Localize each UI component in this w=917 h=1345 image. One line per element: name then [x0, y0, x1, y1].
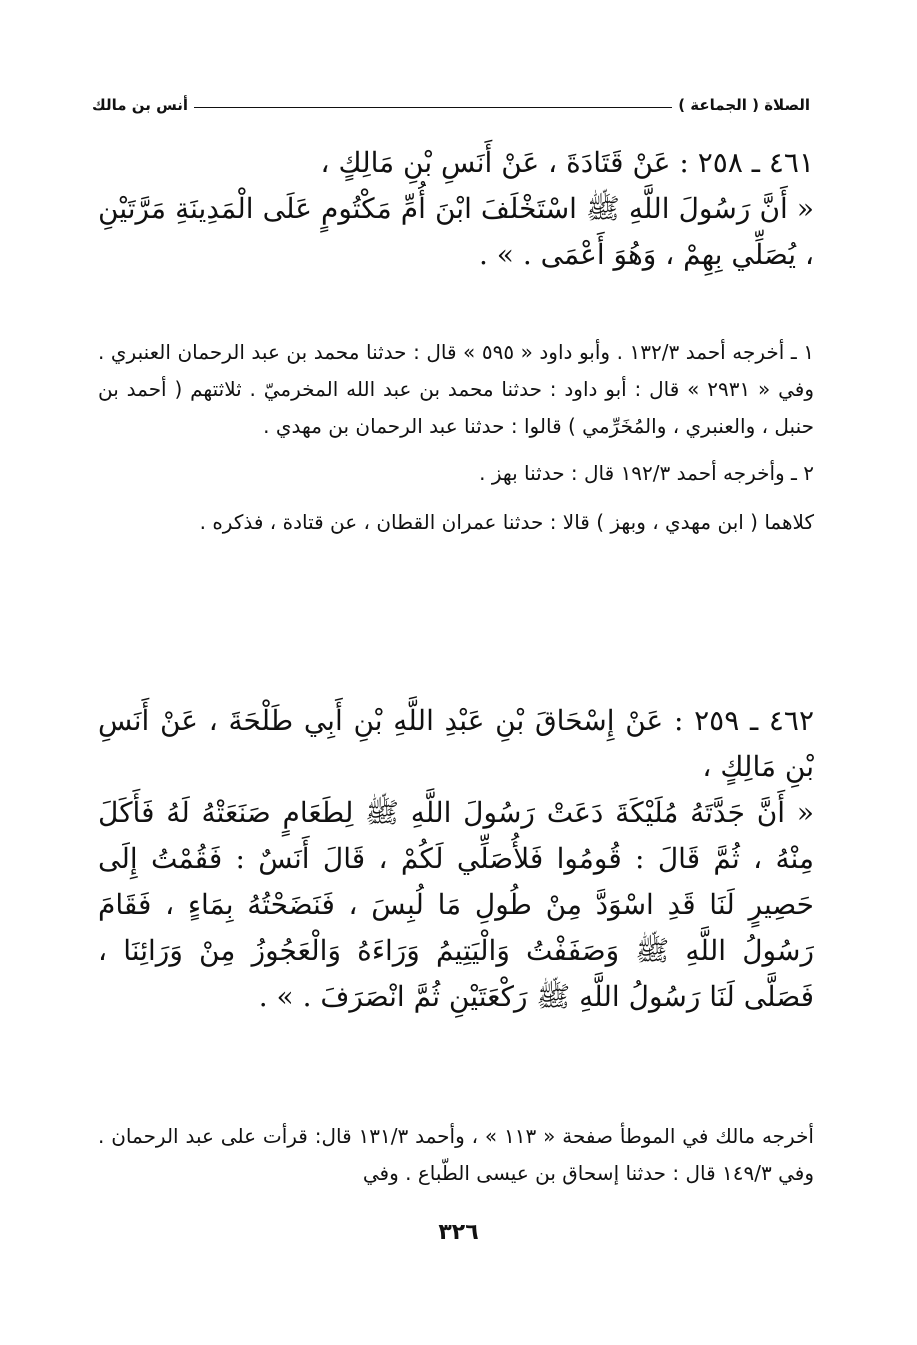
hadith-heading: ٤٦٢ ـ ٢٥٩ : عَنْ إِسْحَاقَ بْنِ عَبْدِ اللَّهِ بْنِ أَبِي طَلْحَةَ ، عَنْ أَنَسِ بْنِ مَالِكٍ ، — [98, 704, 814, 783]
page-number: ٣٢٦ — [438, 1220, 479, 1245]
hadith-461 — [98, 140, 814, 278]
footnote-paragraph: أخرجه مالك في الموطأ صفحة « ١١٣ » ، وأحمد ١٣١/٣ قال: قرأت على عبد الرحمان . وفي ١٤٩/٣ قال : حدثنا إسحاق بن عيسى الطّباع . وفي — [98, 1124, 814, 1185]
hadith-heading: ٤٦١ ـ ٢٥٨ : عَنْ قَتَادَةَ ، عَنْ أَنَسِ بْنِ مَالِكٍ ، — [320, 146, 814, 179]
footnote-block-1 — [98, 334, 814, 541]
book-title: أنس بن مالك — [92, 96, 189, 114]
footnote-paragraph: كلاهما ( ابن مهدي ، وبهز ) قالا : حدثنا عمران القطان ، عن قتادة ، فذكره . — [199, 510, 814, 534]
header-rule — [194, 107, 672, 108]
footnote-block-2 — [98, 1118, 814, 1192]
chapter-title: الصلاة ( الجماعة ) — [678, 96, 810, 114]
footnote-paragraph: ٢ ـ وأخرجه أحمد ١٩٢/٣ قال : حدثنا بهز . — [479, 461, 814, 485]
hadith-text: « أَنَّ رَسُولَ اللَّهِ ﷺ اسْتَخْلَفَ ابْنَ أُمِّ مَكْتُومٍ عَلَى الْمَدِينَةِ مَرَّتَيْنِ ، يُصَلِّي بِهِمْ ، وَهُوَ أَعْمَى . » . — [98, 192, 814, 271]
footnote-paragraph: ١ ـ أخرجه أحمد ١٣٢/٣ . وأبو داود « ٥٩٥ » قال : حدثنا محمد بن عبد الرحمان العنبري . وفي « ٢٩٣١ » قال : أبو داود : حدثنا محمد بن عبد الله المخرميّ . ثلاثتهم ( أحمد بن حنبل ، والعنبري ، والمُخَرِّمي ) قالوا : حدثنا عبد الرحمان بن مهدي . — [98, 340, 814, 438]
hadith-text: « أَنَّ جَدَّتَهُ مُلَيْكَةَ دَعَتْ رَسُولَ اللَّهِ ﷺ لِطَعَامٍ صَنَعَتْهُ لَهُ فَأَكَلَ مِنْهُ ، ثُمَّ قَالَ : قُومُوا فَلأُصَلِّي لَكُمْ ، قَالَ أَنَسٌ : فَقُمْتُ إِلَى حَصِيرٍ لَنَا قَدِ اسْوَدَّ مِنْ طُولِ مَا لُبِسَ ، فَنَضَحْتُهُ بِمَاءٍ ، فَقَامَ رَسُولُ اللَّهِ ﷺ وَصَفَفْتُ وَالْيَتِيمُ وَرَاءَهُ وَالْعَجُوزُ مِنْ وَرَائِنَا ، فَصَلَّى لَنَا رَسُولُ اللَّهِ ﷺ رَكْعَتَيْنِ ثُمَّ انْصَرَفَ . » . — [98, 796, 814, 1013]
running-header — [92, 84, 810, 114]
hadith-462 — [98, 698, 814, 1020]
